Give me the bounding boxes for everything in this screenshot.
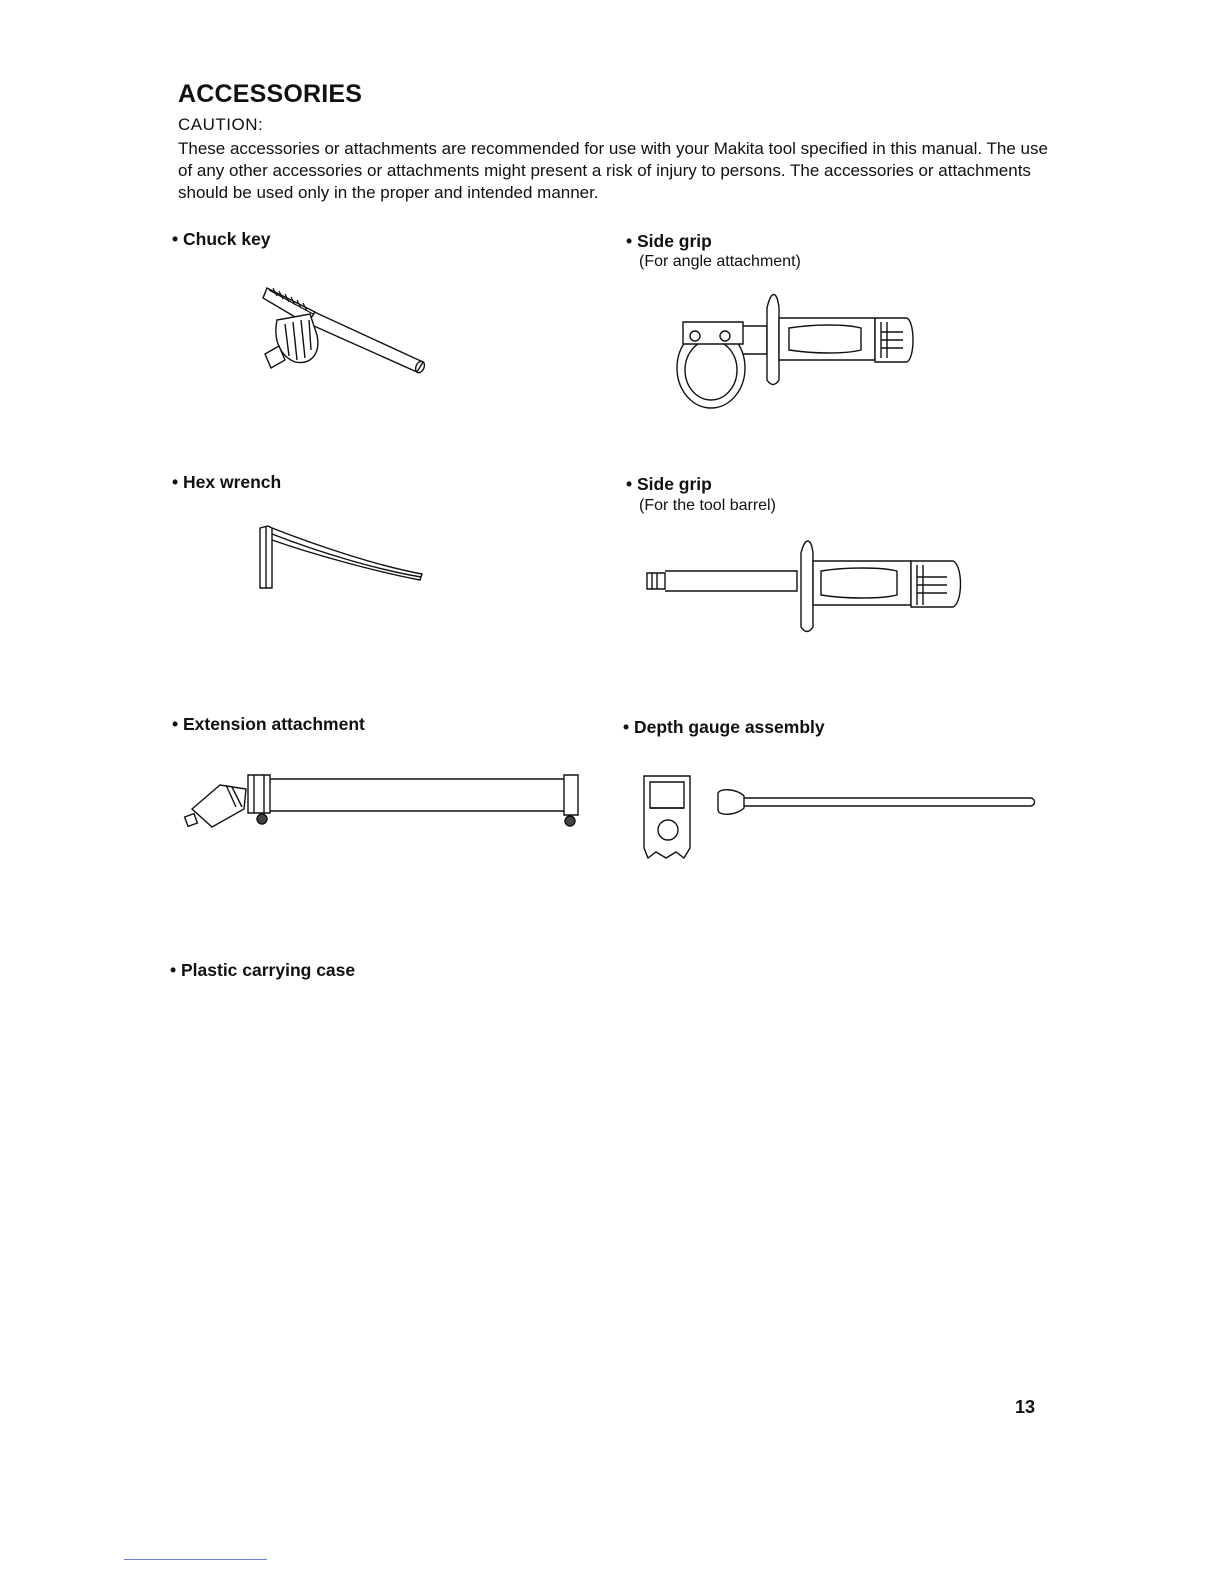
item-label-carrying-case: • Plastic carrying case (170, 960, 356, 980)
item-label-depth-gauge: • Depth gauge assembly (623, 717, 825, 737)
hex-wrench-illustration (258, 524, 428, 592)
item-label-chuck-key: • Chuck key (172, 229, 271, 249)
extension-attachment-illustration (184, 771, 584, 833)
item-label-side-grip-angle: • Side grip (626, 231, 712, 251)
footer-divider (124, 1559, 267, 1560)
item-label-extension: • Extension attachment (172, 714, 365, 734)
page-number: 13 (1015, 1397, 1036, 1417)
caution-text: These accessories or attachments are recommended for use with your Makita tool specified in this manual. The use of any other accessories or attachments might present a risk of injury to persons. The accessories or attachments should be used only in the proper and intended manner. (178, 139, 1048, 202)
caution-label: CAUTION: (178, 115, 264, 134)
depth-gauge-illustration (640, 772, 1040, 862)
item-sub-side-grip-barrel: (For the tool barrel) (639, 497, 776, 514)
chuck-key-illustration (255, 280, 435, 375)
item-label-side-grip-barrel: • Side grip (626, 474, 712, 494)
item-label-hex-wrench: • Hex wrench (172, 472, 282, 492)
page-title: ACCESSORIES (178, 80, 363, 108)
side-grip-barrel-illustration (645, 535, 970, 635)
side-grip-angle-illustration (675, 288, 920, 413)
item-sub-side-grip-angle: (For angle attachment) (639, 253, 801, 270)
